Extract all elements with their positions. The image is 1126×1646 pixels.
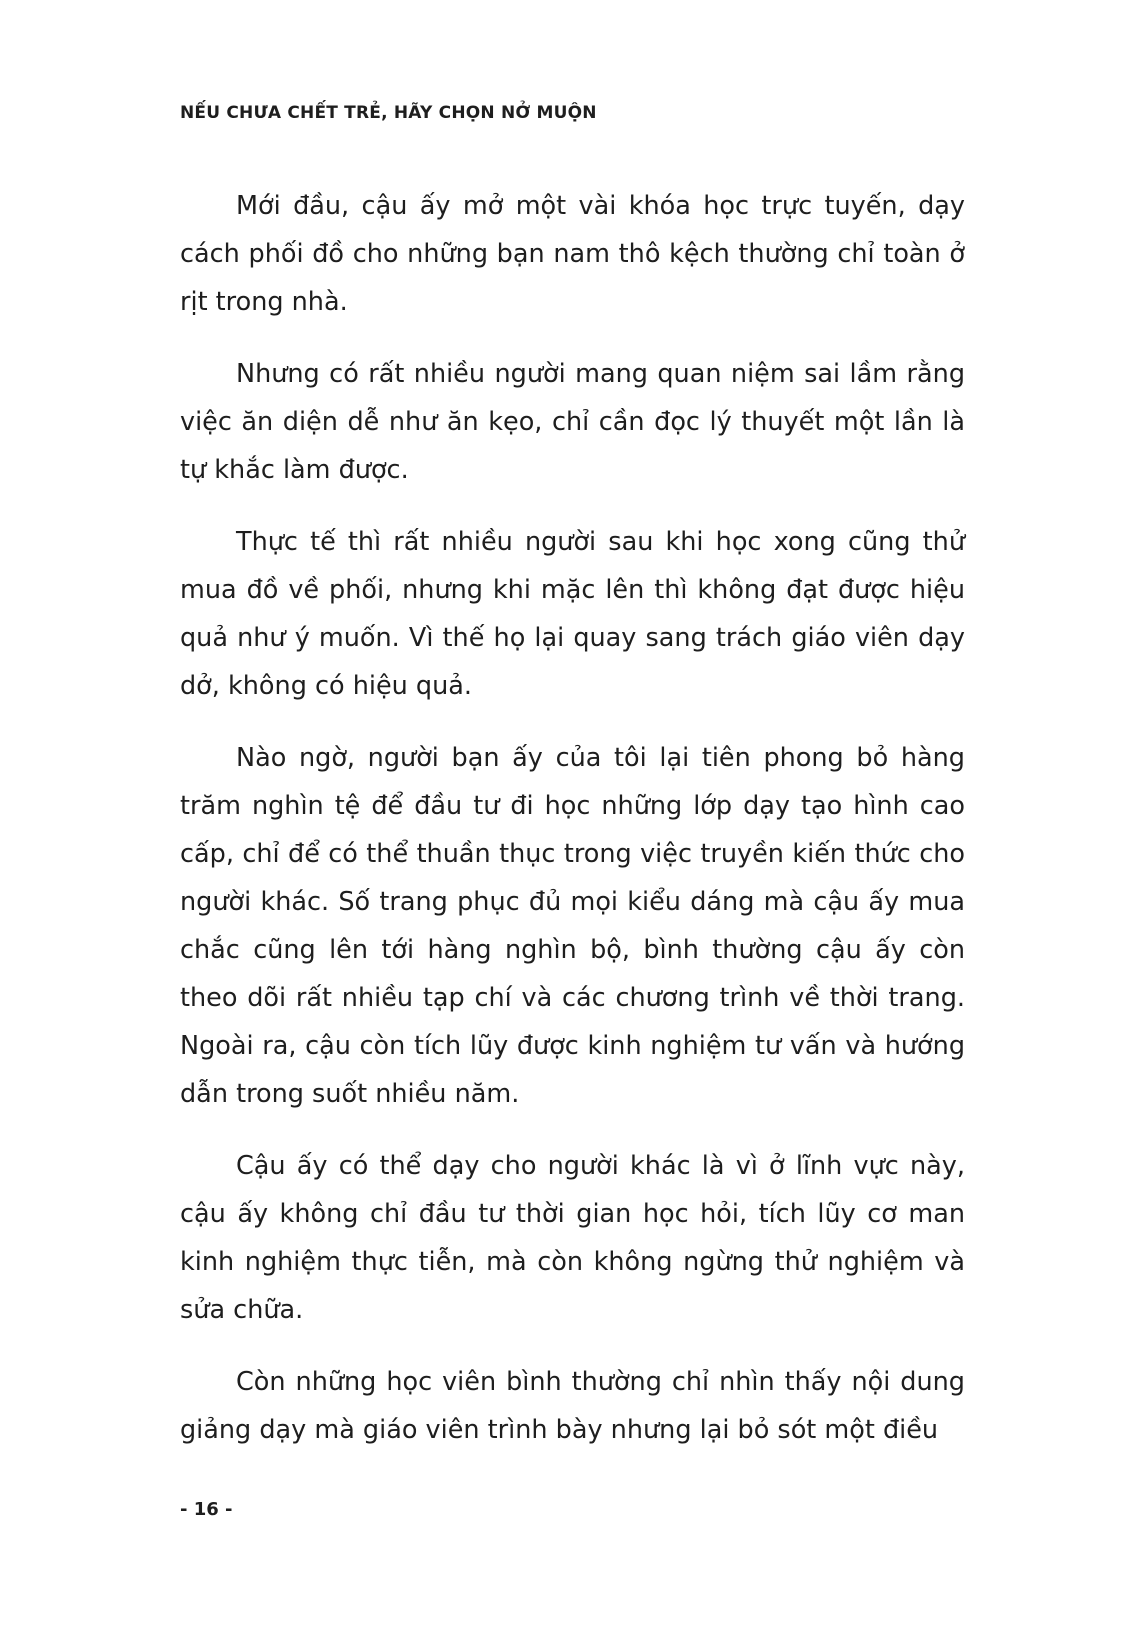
paragraph: Thực tế thì rất nhiều người sau khi học xong cũng thử mua đồ về phối, nhưng khi mặc lên thì không đạt được hiệu quả như ý muốn. Vì thế họ lại quay sang trách giáo viên dạy dở, không có hiệu quả. [180, 527, 965, 701]
paragraph: Mới đầu, cậu ấy mở một vài khóa học trực tuyến, dạy cách phối đồ cho những bạn nam thô kệch thường chỉ toàn ở rịt trong nhà. [180, 191, 965, 317]
running-header-title: NẾU CHƯA CHẾT TRẺ, HÃY CHỌN NỞ MUỘN [180, 103, 597, 123]
paragraph: Còn những học viên bình thường chỉ nhìn thấy nội dung giảng dạy mà giáo viên trình bày nhưng lại bỏ sót một điều [180, 1367, 965, 1445]
page-number: - 16 - [180, 1499, 233, 1520]
paragraph: Nhưng có rất nhiều người mang quan niệm sai lầm rằng việc ăn diện dễ như ăn kẹo, chỉ cần đọc lý thuyết một lần là tự khắc làm được. [180, 359, 965, 485]
paragraph: Cậu ấy có thể dạy cho người khác là vì ở lĩnh vực này, cậu ấy không chỉ đầu tư thời gian học hỏi, tích lũy cơ man kinh nghiệm thực tiễn, mà còn không ngừng thử nghiệm và sửa chữa. [180, 1151, 965, 1325]
body-text [180, 182, 965, 1454]
paragraph: Nào ngờ, người bạn ấy của tôi lại tiên phong bỏ hàng trăm nghìn tệ để đầu tư đi học những lớp dạy tạo hình cao cấp, chỉ để có thể thuần thục trong việc truyền kiến thức cho người khác. Số trang phục đủ mọi kiểu dáng mà cậu ấy mua chắc cũng lên tới hàng nghìn bộ, bình thường cậu ấy còn theo dõi rất nhiều tạp chí và các chương trình về thời trang. Ngoài ra, cậu còn tích lũy được kinh nghiệm tư vấn và hướng dẫn trong suốt nhiều năm. [180, 743, 965, 1109]
